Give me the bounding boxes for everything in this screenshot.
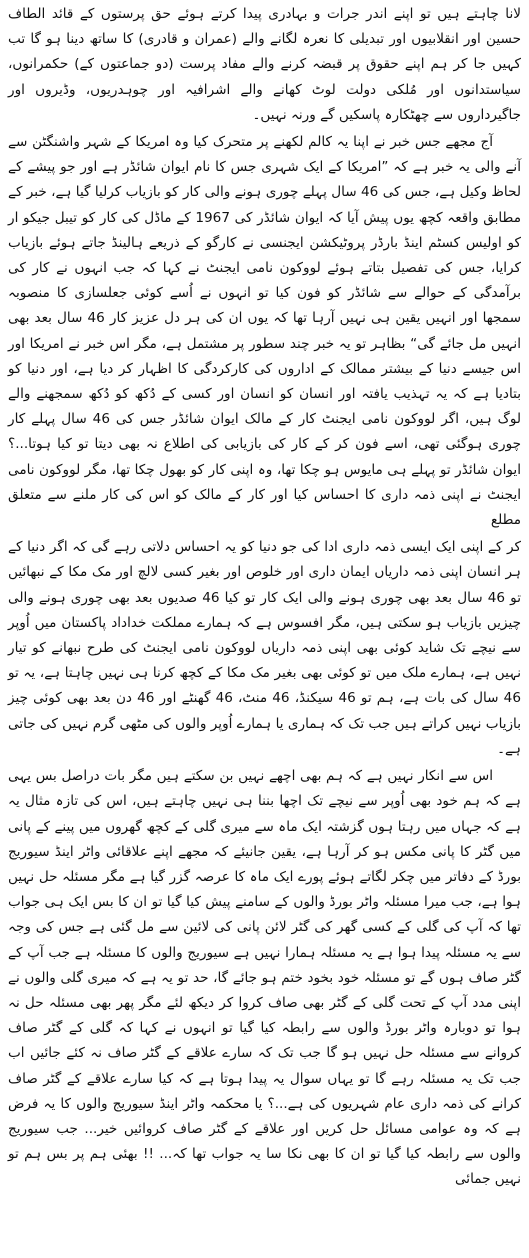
paragraph-responsibility: کر کے اپنی ایک ایسی ذمہ داری ادا کی جو دنیا کو یہ احساس دلاتی رہے گی کہ اگر دنیا کے ہر انسان اپنی ذمہ داریاں ایمان داری اور خلوص اور بغیر کسی لالچ اور مک مکا کے نبھائیں تو 46 سال بعد بھی چوری ہونے والی ایک کار تو کیا 46 صدیوں بعد بھی چوری ہونے والی چیزیں بازیاب ہو سکتی ہیں، مگر افسوس ہے کہ ہمارے مملکت خداداد پاکستان میں اُوپر سے نیچے تک شاید کوئی بھی اپنی ذمہ داریاں لووکون نامی ایجنٹ کی طرح نبھانے کو تیار نہیں ہے، ہمارے ملک میں تو کوئی بھی بغیر مک مکا کے کچھ کرنا ہی نہیں چاہتا ہے، یہ تو 46 سال کی بات ہے، ہم تو 46 سیکنڈ، 46 منٹ، 46 گھنٹے اور 46 دن بعد بھی کوئی چیز بازیاب نہیں کراتے ہیں جب تک کہ ہماری یا ہمارے اُوپر والوں کی مٹھی گرم نہیں کی جاتی ہے۔ [8, 539, 521, 757]
paragraph-news-story: آج مجھے جس خبر نے اپنا یہ کالم لکھنے پر متحرک کیا وہ امریکا کے شہر واشنگٹن سے آنے والی یہ خبر ہے کہ ”امریکا کے ایک شہری جس کا نام ایوان شائڈر ہے اور جو پیشے کے لحاظ وکیل ہے، جس کی 46 سال پہلے چوری ہونے والی کار کو بازیاب کرلیا گیا ہے، خبر کے مطابق واقعہ کچھ یوں پیش آیا کہ ایوان شائڈر کی 1967 کے ماڈل کی کار کو تیبل جیکو ار کو اولیس کسٹم اینڈ بارڈر پروٹیکشن ایجنسی نے کارگو کے ذریعے ہالینڈ جاتے ہوئے بازیاب کرایا، جس کی تفصیل بتاتے ہوئے لووکون نامی ایجنٹ نے کہا کہ جب انہوں نے کار کی برآمدگی کے حوالے سے شائڈر کو فون کیا تو انہوں نے اُسے کوئی جعلسازی کا منصوبہ سمجھا اور انہیں یقین ہی نہیں آرہا تھا کہ یوں ان کی ہر دل عزیز کار 46 سال بعد بھی انہیں مل جائے گی“ بظاہر تو یہ خبر چند سطور پر مشتمل ہے، مگر اس خبر نے امریکا اور اس جیسے دنیا کے بیشتر ممالک کے اداروں کی کارکردگی کا اظہار کر دیا ہے، اور دنیا کو بتادیا ہے کہ یہ تہذیب یافتہ اور انسان کو انسان اور کسی کے دُکھ کو دُکھ سمجھنے والے لوگ ہیں، اگر لووکون نامی ایجنٹ کار کے مالک ایوان شائڈر جس کی 46 سال پہلے کار چوری ہوگئی تھی، اسے فون کر کے کار کی بازیابی کی اطلاع نہ بھی دیتا تو کیا ہوتا...؟ ایوان شائڈر تو پہلے ہی مایوس ہو چکا تھا، وہ اپنی کار کو بھول چکا تھا، مگر لووکون نامی ایجنٹ نے اپنی ذمہ داری کا احساس کیا اور کار کے مالک کو اس کی کار ملنے سے متعلق مطلع [8, 134, 522, 529]
paragraph-intro-continuation: لانا چاہتے ہیں تو اپنے اندر جرات و بہادری پیدا کرتے ہوئے حق پرستوں کے قائد الطاف حسین اور انقلابیوں اور تبدیلی کا نعرہ لگانے والے (عمران و قادری) کا ساتھ دینا ہو گا تب کہیں جا کر ہم اپنے حقوق پر قبضہ کرنے والے مفاد پرست (دو جماعتوں کے) حکمرانوں، سیاستدانوں اور مُلکی دولت لوٹ کھانے والے اشرافیہ اور چوہدریوں، وڈیروں اور جاگیرداروں سے چھٹکارہ پاسکیں گے ورنہ نہیں۔ [8, 6, 521, 123]
paragraph-local-example: اس سے انکار نہیں ہے کہ ہم بھی اچھے نہیں بن سکتے ہیں مگر بات دراصل بس یہی ہے کہ ہم خود بھی اُوپر سے نیچے تک اچھا بننا ہی نہیں چاہتے ہیں، اس کی تازہ مثال یہ ہے کہ جہاں میں رہتا ہوں گزشتہ ایک ماہ سے میری گلی کے کچھ گھروں میں پینے کے پانی میں گٹر کا پانی مکس ہو کر آرہا ہے، یقین جانیئے کہ مجھے اپنے علاقائی واٹر اینڈ سیوریج بورڈ کے دفاتر میں چکر لگاتے ہوئے پورے ایک ماہ کا عرصہ گزر گیا ہے مگر مسئلہ حل نہیں ہوا ہے، جب میرا مسئلہ واٹر بورڈ والوں کے سامنے پیش کیا گیا تو ان کا بس ایک ہی جواب تھا کہ آپ کی گلی کے کسی گھر کی گٹر لائن پانی کی لائین سے مل گئی ہے جس کی وجہ سے یہ مسئلہ پیدا ہوا ہے یہ مسئلہ ہمارا نہیں ہے سیوریج والوں کا مسئلہ ہے جب آپ کے گٹر صاف ہوں گے تو مسئلہ خود بخود ختم ہو جائے گا، حد تو یہ ہے کہ میری گلی والوں نے اپنی مدد آپ کے تحت گلی کے گٹر بھی صاف کروا کر دیکھ لئے مگر پھر بھی مسئلہ حل نہ ہوا تو دوبارہ واٹر بورڈ والوں سے رابطہ کیا گیا تو انہوں نے کہا کہ گلی کے گٹر صاف کروانے سے مسئلہ حل نہیں ہو گا جب تک کہ سارے علاقے کے گٹر صاف نہ کئے جائیں اب جب تک یہ مسئلہ رہے گا تو یہاں سوال یہ پیدا ہوتا ہے کہ کیا سارے علاقے کے گٹر صاف کرانے کی ذمہ داری عام شہریوں کی ہے...؟ یا محکمہ واٹر اینڈ سیوریج والوں کا یہ فرض ہے کہ وہ عوامی مسائل حل کریں اور علاقے کے گٹر صاف کروائیں خیر... جب سیوریج والوں سے رابطہ کیا گیا تو ان کا بھی نکا سا یہ جواب تھا کہ... !! بھئی ہم پر بس ہم تو نہیں جمائی [8, 768, 521, 1188]
